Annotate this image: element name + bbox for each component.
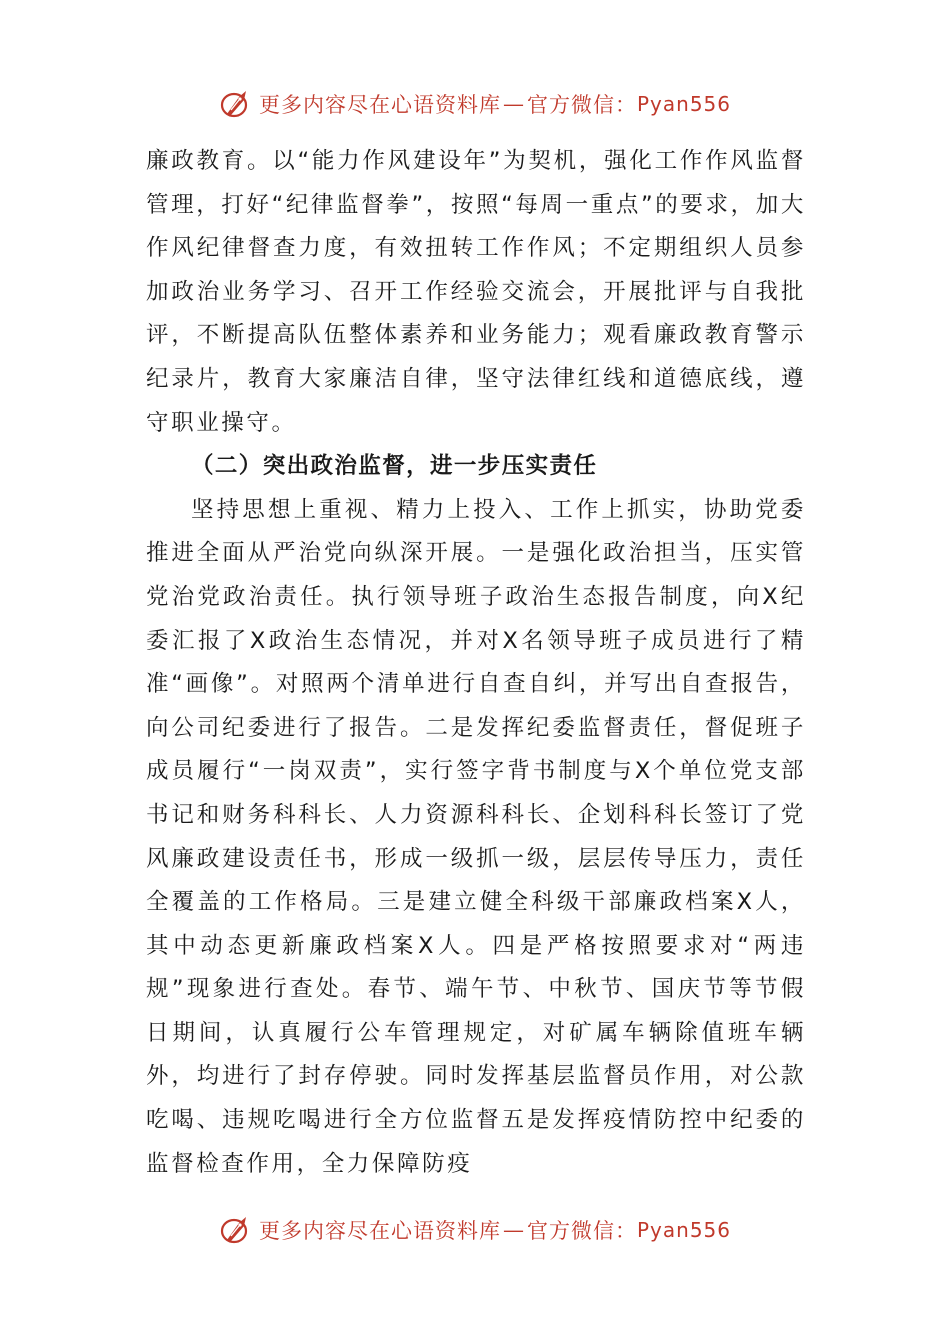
header-banner [0,84,950,124]
continuation-paragraph: 廉政教育。以“能力作风建设年”为契机，强化工作作风监督管理，打好“纪律监督拳”，按照“每周一重点”的要求，加大作风纪律督查力度，有效扭转工作作风；不定期组织人员参加政治业务学习、召开工作经验交流会，开展批评与自我批评，不断提高队伍整体素养和业务能力；观看廉政教育警示纪录片，教育大家廉洁自律，坚守法律红线和道德底线，遵守职业操守。 [146,148,806,436]
banner-label: 官方微信： [526,1219,637,1243]
banner-label: 官方微信： [526,93,637,117]
banner-separator: — [502,92,525,116]
pen-nib-logo-icon [219,1213,255,1247]
footer-banner [0,1210,950,1250]
section-heading: （二）突出政治监督，进一步压实责任 [191,453,598,480]
banner-brand: 更多内容尽在心语资料库 [258,93,501,117]
section-paragraph: 坚持思想上重视、精力上投入、工作上抓实，协助党委推进全面从严治党向纵深开展。一是强化政治担当，压实管党治党政治责任。执行领导班子政治生态报告制度，向X纪委汇报了X政治生态情况，并对X名领导班子成员进行了精准“画像”。对照两个清单进行自查自纠，并写出自查报告，向公司纪委进行了报告。二是发挥纪委监督责任，督促班子成员履行“一岗双责”，实行签字背书制度与X个单位党支部书记和财务科科长、人力资源科科长、企划科科长签订了党风廉政建设责任书，形成一级抓一级，层层传导压力，责任全覆盖的工作格局。三是建立健全科级干部廉政档案X人，其中动态更新廉政档案X人。四是严格按照要求对“两违规”现象进行查处。春节、端午节、中秋节、国庆节等节假日期间，认真履行公车管理规定，对矿属车辆除值班车辆外，均进行了封存停驶。同时发挥基层监督员作用，对公款吃喝、违规吃喝进行全方位监督五是发挥疫情防控中纪委的监督检查作用，全力保障防疫 [146,496,806,1177]
banner-account: Pyan556 [636,1218,731,1242]
banner-brand: 更多内容尽在心语资料库 [258,1219,501,1243]
document-body [146,140,806,1186]
banner-separator: — [502,1218,525,1242]
banner-account: Pyan556 [636,92,731,116]
pen-nib-logo-icon [219,87,255,121]
